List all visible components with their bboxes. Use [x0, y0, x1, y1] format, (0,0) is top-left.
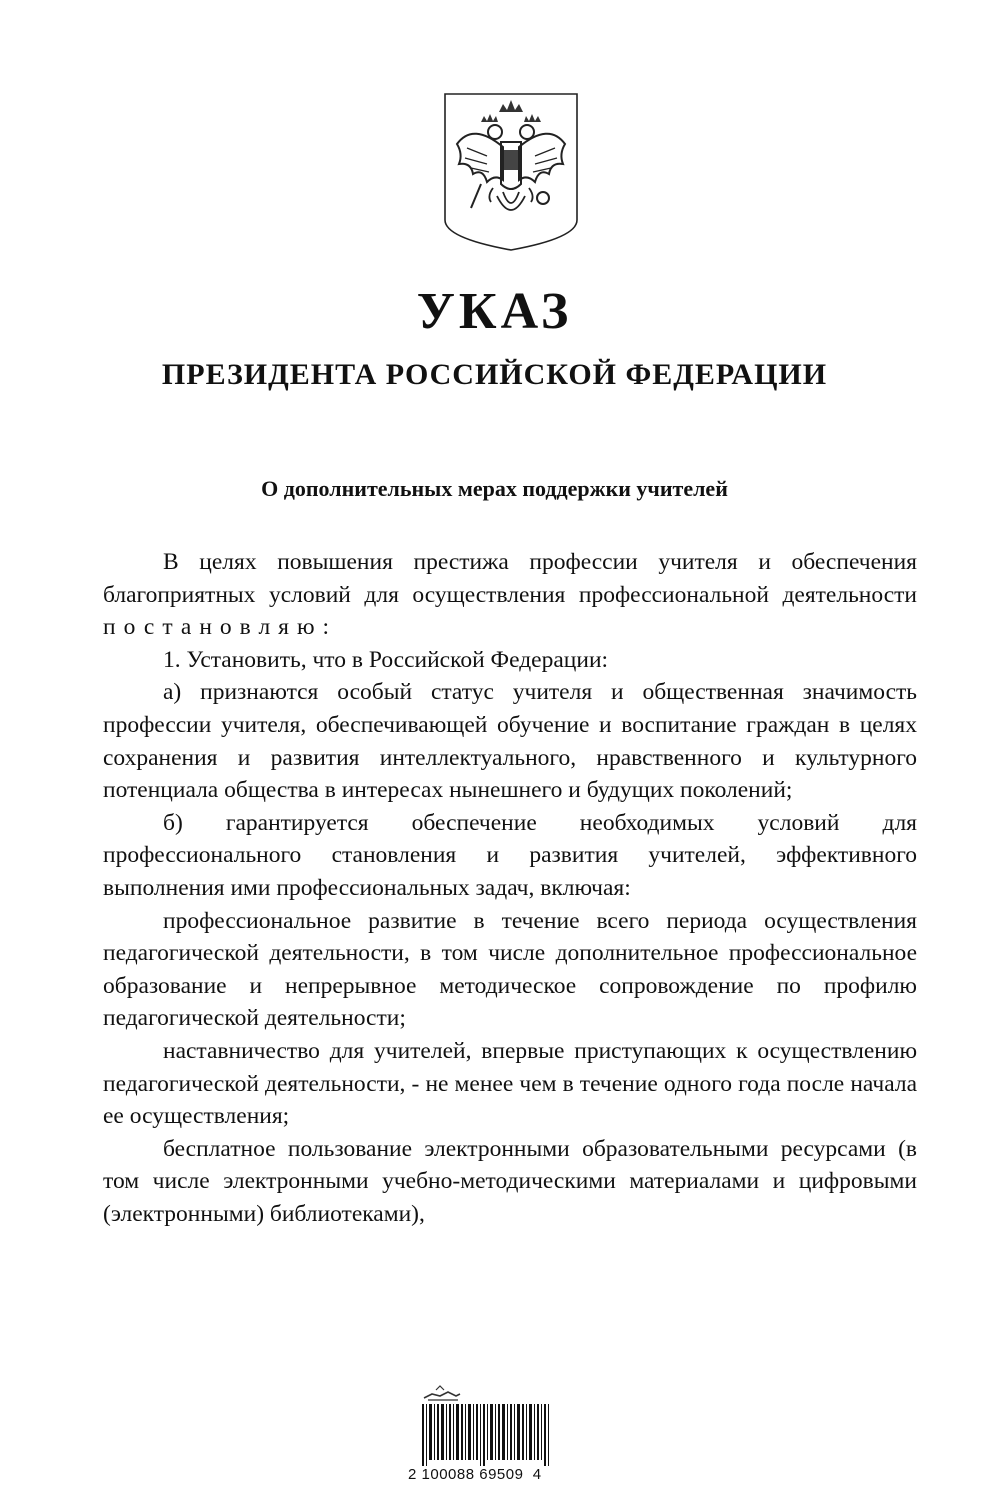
paragraph-resources: бесплатное пользование электронными образовательными ресурсами (в том числе электронными учебно-методическими материалами и цифровыми (электронными) библиотеками),: [103, 1135, 917, 1227]
stamp-icon: [422, 1384, 462, 1402]
barcode-number: 2 100088 69509 4: [408, 1466, 542, 1483]
paragraph-mentoring: наставничество для учителей, впервые приступающих к осуществлению педагогической деятельности, - не менее чем в течение одного года после начала ее осуществления;: [103, 1037, 917, 1130]
decree-heading: О дополнительных мерах поддержки учителей: [261, 476, 728, 501]
barcode-icon: [422, 1404, 550, 1466]
paragraph-1b: б) гарантируется обеспечение необходимых условий для профессионального становления и развития учителей, эффективного выполнения ими профессиональных задач, включая:: [103, 809, 917, 901]
intro-paragraph: [103, 546, 917, 644]
paragraph-1a: а) признаются особый статус учителя и общественная значимость профессии учителя, обеспечивающей обучение и воспитание граждан в целях сохранения и развития интеллектуального, нравственного и культурного потенциала общества в интересах нынешнего и будущих поколений;: [103, 679, 917, 804]
decree-body: [103, 546, 917, 1230]
coat-of-arms-icon: [443, 92, 579, 252]
document-subtitle: ПРЕЗИДЕНТА РОССИЙСКОЙ ФЕДЕРАЦИИ: [161, 358, 828, 391]
document-title: УКАЗ: [416, 283, 573, 340]
paragraph-development: профессиональное развитие в течение всего периода осуществления педагогической деятельности, в том числе дополнительное профессиональное образование и непрерывное методическое сопровождение по профилю педагогической деятельности;: [103, 907, 917, 1032]
barcode-block: [400, 1384, 560, 1484]
intro-text: В целях повышения престижа профессии учителя и обеспечения благоприятных условий для осуществления профессиональной деятельности: [103, 549, 917, 608]
paragraph-1: 1. Установить, что в Российской Федерации:: [163, 646, 609, 673]
intro-keyword: постановляю:: [103, 614, 338, 641]
